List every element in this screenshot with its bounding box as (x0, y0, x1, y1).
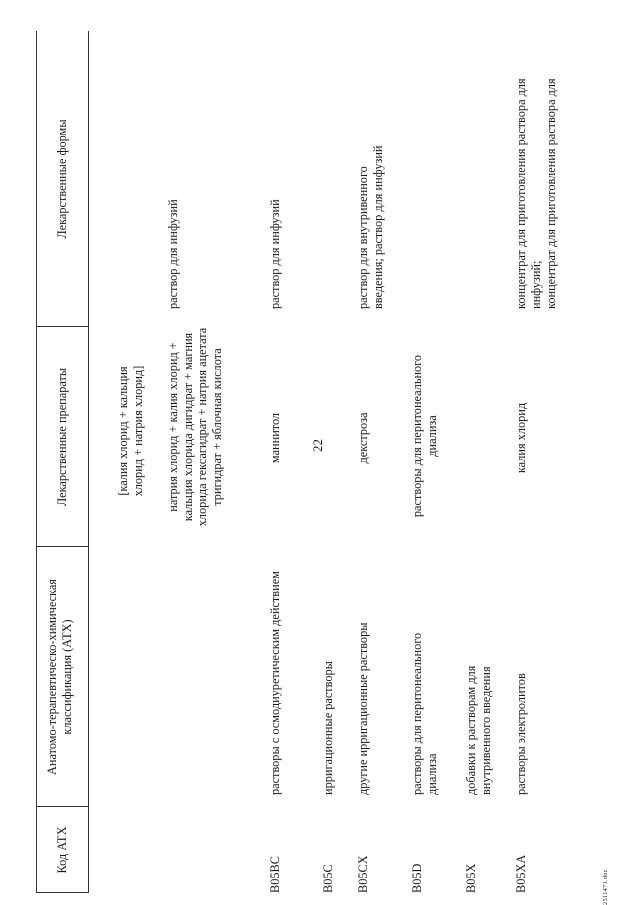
drug-potassium-chloride: калия хлорид (514, 402, 528, 474)
form-mannitol: раствор для инфузий (268, 199, 282, 309)
doc-filename: 2511471.doc (602, 869, 609, 905)
page-number: 22 (310, 439, 325, 452)
drug-mannitol: маннитол (268, 412, 282, 464)
header-drugs: Лекарственные препараты (55, 367, 69, 507)
atc-b05c: ирригационные растворы (321, 661, 335, 795)
code-b05bc: B05BC (268, 856, 282, 893)
form-infusion-solution: раствор для инфузий (166, 199, 180, 309)
header-code: Код АТХ (55, 826, 69, 874)
form-concentrate-partial: концентрат для приготовления раствора для (544, 78, 558, 309)
header-atc: Анатомо-терапевтическо-химическая классификация (АТХ) (45, 579, 74, 775)
drug-kcl-cacl2-nacl: [калия хлорид + кальция хлорид + натрия хлорид] (116, 365, 145, 497)
header-forms: Лекарственные формы (55, 119, 69, 239)
drug-electrolyte-mix: натрия хлорид + калия хлорид + кальция хлорида дигидрат + магния хлорида гексагидрат + натрия ацетата тригидрат + яблочная кислота (166, 327, 224, 527)
code-b05d: B05D (410, 863, 424, 893)
code-b05cx: B05CX (356, 855, 370, 893)
code-b05c: B05C (321, 864, 335, 893)
drug-dextrose: декстроза (356, 412, 370, 464)
drug-peritoneal-dialysis: растворы для перитонеального диализа (410, 354, 439, 518)
atc-b05bc: растворы с осмодиуретическим действием (268, 571, 282, 795)
code-b05x: B05X (464, 863, 478, 893)
form-dextrose: раствор для внутривенного введения; раствор для инфузий (356, 145, 385, 309)
table-top-border (36, 31, 37, 893)
form-concentrate-infusion: концентрат для приготовления раствора для инфузий; (514, 78, 543, 309)
atc-table (36, 31, 596, 893)
code-b05xa: B05XA (514, 854, 528, 893)
atc-b05cx: другие ирригационные растворы (356, 622, 370, 795)
table-header-border (88, 31, 89, 893)
atc-b05xa: растворы электролитов (514, 673, 528, 795)
atc-b05d: растворы для перитонеального диализа (410, 632, 439, 795)
atc-b05x: добавки к растворам для внутривенного введения (464, 665, 493, 795)
